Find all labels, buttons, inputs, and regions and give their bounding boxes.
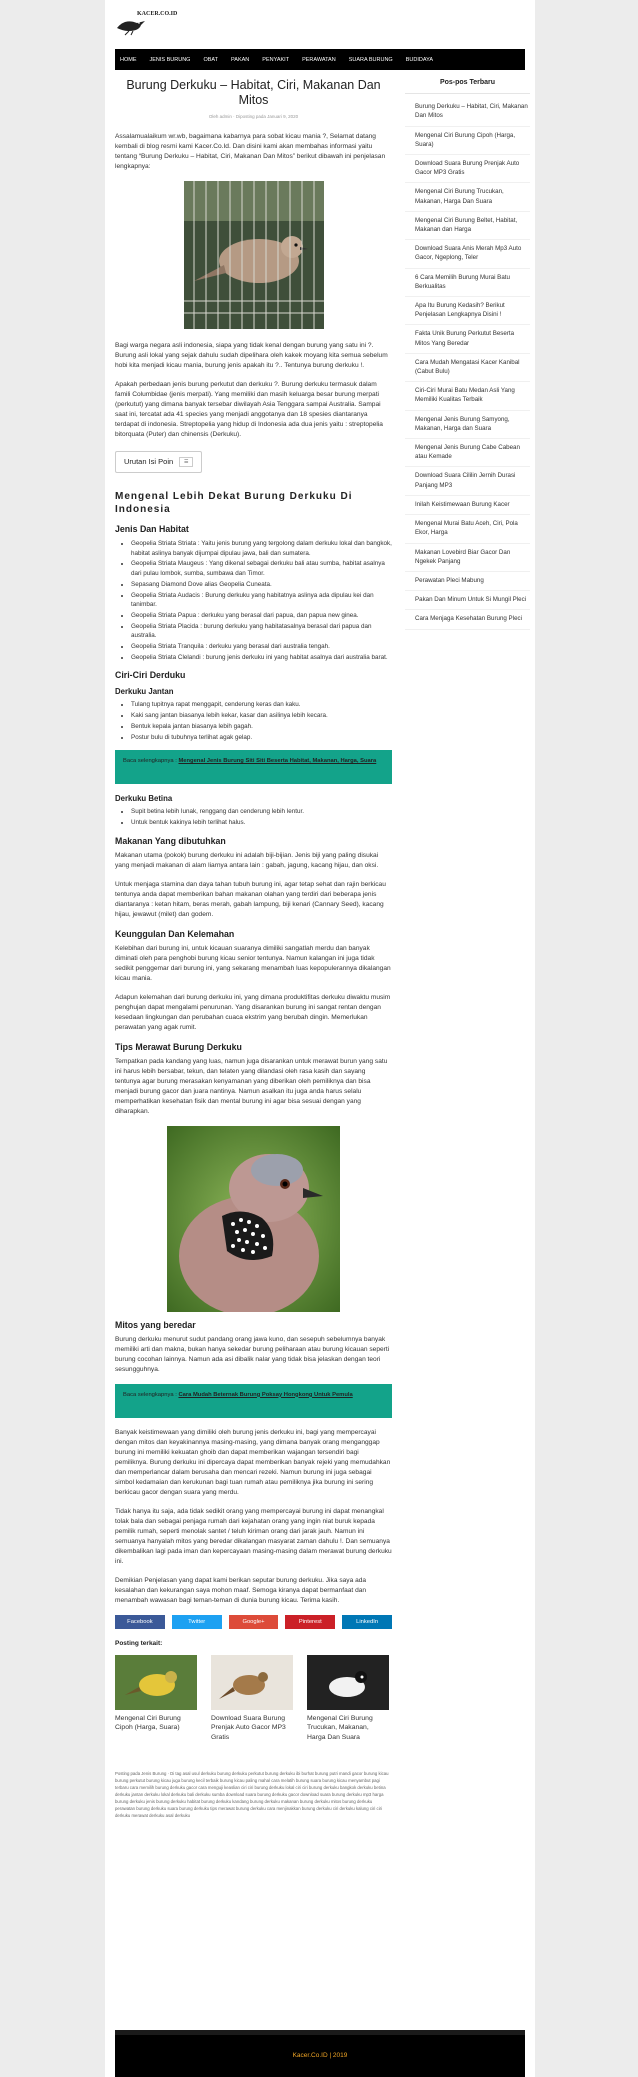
nav-item-pakan[interactable]: PAKAN: [231, 56, 250, 63]
nav-item-penyakit[interactable]: PENYAKIT: [262, 56, 290, 63]
sidebar-post-link[interactable]: Mengenal Ciri Burung Beltet, Habitat, Makanan dan Harga: [405, 212, 530, 240]
list-item: • Untuk bentuk kakinya lebih terlihat halus.: [131, 818, 392, 828]
sidebar-post-link[interactable]: Perawatan Pleci Mabung: [405, 572, 530, 591]
read-more-box: [115, 750, 392, 784]
share-google-plus-button[interactable]: Google+: [229, 1615, 279, 1629]
related-posts: [115, 1655, 392, 1743]
list-item: • Geopelia Striata Placida : burung derkuku yang habitatasalnya berasal dari papua dan australia.: [131, 622, 392, 641]
list-item: • Geopelia Striata Clelandi : burung jenis derkuku ini yang habitat asalnya dari australia barat.: [131, 653, 392, 663]
sidebar-post-link[interactable]: Mengenal Jenis Burung Cabe Cabean atau Kemade: [405, 439, 530, 467]
share-buttons: [115, 1615, 392, 1629]
makanan-paragraph: Makanan utama (pokok) burung derkuku ini adalah biji-bijian. Jenis biji yang paling disukai yang menjadi makanan di alam liarnya antara lain : gabah, jagung, kacang hijau, dan oksi.: [115, 851, 379, 869]
site-logo-text[interactable]: KACER.CO.ID: [137, 11, 178, 17]
sidebar-post-link[interactable]: Download Suara Burung Prenjak Auto Gacor MP3 Gratis: [405, 155, 530, 183]
related-posts-title: Posting terkait:: [115, 1639, 163, 1647]
heading-mengenal: Mengenal Lebih Dekat Burung Derkuku Di Indonesia: [115, 491, 353, 515]
list-item: • Geopelia Striata Audacis : Burung derkuku yang habitatnya aslinya ada dipulau kei dan tanimbar.: [131, 591, 392, 610]
list-item: • Postur bulu di tubuhnya terlihat agak gelap.: [131, 733, 392, 743]
read-more-box-2: [115, 1384, 392, 1418]
post-tags: Posting pada Jenis Burung · Di tag asal usul derkuku burung derkuku perkutut burung derkuku ibi burhat burung putri mandi gacor burung kicau burung perkutut burung kicau juga burung kecil terbaik burung kicau paling mahal cara melatih burung suara burung kicau menyambut pagi terbaru cara memilih burung derkuku gacor cara menguji keaslian ciri ciri burung derkuku lokal ciri ciri burung derkuku bangkok derkuku betina derkuku jantan derkuku lokal derkuku bali derkuku sumba download suara burung derkuku gacor download suara burung derkuku mp3 harga burung derkuku jenis burung derkuku habitat burung derkuku kandang burung derkuku makanan burung derkuku mitos burung derkuku perawatan burung derkuku suara burung derkuku tips merawat burung derkuku cara menjinakkan burung derkuku ciri derkuku kalung ciri ciri derkuku merawat derkuku asal derkuku: [115, 1771, 389, 1819]
list-item: • Bentuk kepala jantan biasanya lebih gagah.: [131, 722, 392, 732]
sidebar-post-link[interactable]: Cara Menjaga Kesehatan Burung Pleci: [405, 610, 530, 629]
main-nav: [115, 49, 525, 70]
nav-item-obat[interactable]: OBAT: [203, 56, 219, 63]
related-post-card[interactable]: [307, 1655, 389, 1743]
intro-paragraph-3: Apakah perbedaan jenis burung perkutut dan derkuku ?. Burung derkuku termasuk dalam famili Columbidae (jenis merpati). Yang memiliki dan masih keluarga besar burung merpati (perkutut) yang dimana banyak tersebar diwilayah Asia Tenggara sampai Australia. Sampai saat ini, tercatat ada 41 species yang menjadi anggotanya dan 18 spesies diantaranya terdapat di indonesia. Streptopelia yang hidup di Indonesia ada dua jenis yaitu : streptopelia bitorquata (Puter) dan chinensis (Derkuku).: [115, 381, 383, 438]
read-more-label: Baca selengkapnya :: [123, 1391, 177, 1398]
keunggulan-paragraph: Kelebihan dari burung ini, untuk kicauan suaranya dimiliki sangatlah merdu dan banyak diminati oleh para penghobi burung kicau senior tentunya. Namun kalangan ini juga tidak sedikit penggemar dari burung ini, yang sekarang menambah luas kepopulerannya dikalangan kicau mania.: [115, 944, 391, 982]
sidebar-post-link[interactable]: Cara Mudah Mengatasi Kacer Kanibal (Cabut Bulu): [405, 354, 530, 382]
list-item: • Geopelia Striata Maugeus : Yang dikenal sebagai derkuku bali atau sumba, habitat asalnya dari pulau lombok, sumba, sumbawa dan Timor.: [131, 559, 392, 578]
heading-jenis-habitat: Jenis Dan Habitat: [115, 524, 189, 534]
bird-logo-icon[interactable]: [115, 14, 175, 36]
betina-list: [131, 807, 392, 827]
tips-paragraph: Tempatkan pada kandang yang luas, namun juga disarankan untuk merawat burun yang satu ini harus lebih bersabar, tekun, dan telaten yang dilandasi oleh rasa kasih dan sayang tentunya agar burung merasakan kenyamanan yang diberikan oleh pemiliknya dan bisa menjadi burung gacor dan juara nantinya. Namun asalkan itu juga anda harus selalu memperhatikan kesehatan fisik dan mental burung ini agar bisa sesuai dengan yang diharapkan.: [115, 1057, 388, 1115]
heading-makanan: Makanan Yang dibutuhkan: [115, 835, 226, 846]
sidebar-title: Pos-pos Terbaru: [405, 75, 530, 94]
heading-mitos: Mitos yang beredar: [115, 1319, 196, 1330]
related-post-card[interactable]: [211, 1655, 293, 1743]
read-more-link[interactable]: Cara Mudah Beternak Burung Poksay Hongkong Untuk Pemula: [178, 1391, 353, 1398]
toc-toggle-icon[interactable]: ☰: [179, 457, 193, 467]
sidebar-post-link[interactable]: Mengenal Ciri Burung Trucukan, Makanan, Harga Dan Suara: [405, 183, 530, 211]
sidebar-post-link[interactable]: Fakta Unik Burung Perkutut Beserta Mitos Yang Beredar: [405, 325, 530, 353]
related-post-thumbnail[interactable]: [211, 1655, 293, 1710]
derkuku-cage-photo: [184, 181, 324, 329]
post-meta: Oleh admin · Diposting pada Januari 9, 2020: [208, 114, 299, 119]
read-more-link[interactable]: Mengenal Jenis Burung Siti Siti Beserta Habitat, Makanan, Harga, Suara: [178, 758, 377, 765]
list-item: • Sepasang Diamond Dove alias Geopelia Cuneata.: [131, 580, 392, 590]
heading-ciri: Ciri-Ciri Derduku: [115, 670, 186, 681]
related-post-title[interactable]: Mengenal Ciri Burung Cipoh (Harga, Suara): [115, 1714, 181, 1732]
makanan-paragraph-2: Untuk menjaga stamina dan daya tahan tubuh burung ini, agar tetap sehat dan rajin berkicau tentunya anda dapat memberikan bahan makanan olahan yang terdiri dari beberapa jenis diantaranya : ketan hitam, beras merah, gabah lampung, biji kenari (Cannary Seed), kacang hijau, jewawut (milet) dan godem.: [115, 880, 386, 918]
toc-label: Urutan Isi Poin: [124, 457, 174, 466]
page-title: Burung Derkuku – Habitat, Ciri, Makanan Dan Mitos: [126, 78, 381, 107]
nav-item-home[interactable]: HOME: [120, 56, 137, 63]
mitos-paragraph-2: Banyak keistimewaan yang dimiliki oleh burung jenis derkuku ini, bagi yang mempercayai dengan mitos dan keyakinannya masing-masing, yang dimana banyak orang menganggap burung ini memiliki kekuatan ghoib dan dapat memberikan wajangan tersendiri bagi pemiliknya. Burung derkuku ini dipercaya dapat memberikan banyak rejeki yang memudahkan dan memperlancar dalam berusaha dan mencari rezeki. Namun burung ini juga sebagai simbol kedamaian dan kerukunan bagi tuan rumah atau pemiliknya jika burung ini sering berkicau gacor dengan suara yang merdu.: [115, 1428, 391, 1496]
intro-paragraph: Assalamualaikum wr.wb, bagaimana kabarnya para sobat kicau mania ?, Selamat datang kembali di blog resmi kami Kacer.Co.Id. Dan disini kami akan membahas informasi yaitu tentang “Burung Derkuku – Habitat, Ciri, Makanan Dan Mitos” berikut dibawah ini penjelasan lengkapnya:: [115, 133, 386, 170]
mitos-paragraph-3: Tidak hanya itu saja, ada tidak sedikit orang yang mempercayai burung ini dapat menangkal tolak bala dan sebagai penjaga rumah dari kejahatan orang yang ingin niat buruk kepada pemilik rumah, seperti menolak santet / teluh kiriman orang dari jarak jauh. Namun ini semuanya hanyalah mitos yang beredar dikalangan masyarat zaman dahulu !. Dan semuanya dikembalikan lagi pada iman dan kepercayaan masing-masing dalam merawat burung derkuku ini.: [115, 1507, 392, 1565]
sidebar-post-link[interactable]: Inilah Keistimewaan Burung Kacer: [405, 496, 530, 515]
sidebar-post-link[interactable]: Apa Itu Burung Kedasih? Berikut Penjelasan Lengkapnya Disini !: [405, 297, 530, 325]
list-item: • Supit betina lebih lunak, renggang dan cenderung lebih lentur.: [131, 807, 392, 817]
sidebar-post-link[interactable]: Download Suara Cililin Jernih Durasi Panjang MP3: [405, 467, 530, 495]
sidebar-post-link[interactable]: 6 Cara Memilih Burung Murai Batu Berkualitas: [405, 269, 530, 297]
sidebar-post-link[interactable]: Ciri-Ciri Murai Batu Medan Asli Yang Memiliki Kualitas Terbaik: [405, 382, 530, 410]
heading-tips: Tips Merawat Burung Derkuku: [115, 1041, 242, 1052]
share-facebook-button[interactable]: Facebook: [115, 1615, 165, 1629]
list-item: • Geopelia Striata Striata : Yaitu jenis burung yang tergolong dalam derkuku lokal dan bangkok, habitat aslinya banyak dijumpai dipulau jawa, bali dan sumatera.: [131, 539, 392, 558]
site-footer: [115, 2035, 525, 2077]
list-item: • Geopelia Striata Papua : derkuku yang berasal dari papua, dan papua new ginea.: [131, 611, 392, 621]
share-twitter-button[interactable]: Twitter: [172, 1615, 222, 1629]
related-post-title[interactable]: Mengenal Ciri Burung Trucukan, Makanan, Harga Dan Suara: [307, 1714, 373, 1741]
related-post-thumbnail[interactable]: [115, 1655, 197, 1710]
sidebar-post-link[interactable]: Makanan Lovebird Biar Gacor Dan Ngekek Panjang: [405, 544, 530, 572]
closing-paragraph: Demikian Penjelasan yang dapat kami berikan seputar burung derkuku. Jika saya ada kesalahan dan kekurangan saya mohon maaf. Semoga kiranya dapat bermanfaat dan menambah wawasan bagi teman-teman di dunia burung kicau. Terima kasih.: [115, 1576, 367, 1604]
heading-betina: Derkuku Betina: [115, 794, 173, 804]
footer-copyright: Kacer.Co.ID | 2019: [292, 2052, 348, 2059]
list-item: • Geopelia Striata Tranquila : derkuku yang berasal dari australia tengah.: [131, 642, 392, 652]
page-container: [105, 0, 535, 2077]
mitos-paragraph: Burung derkuku menurut sudut pandang orang jawa kuno, dan sesepuh sebelumnya banyak memiliki arti dan makna, bukan hanya sekedar burung peliharaan atau burung kicauan seperti burung cocohan lainnya. Namun ada asi dibalik nalar yang tidak bisa jelaskan dengan teori sesungguhnya.: [115, 1335, 390, 1373]
sidebar-post-link[interactable]: Burung Derkuku – Habitat, Ciri, Makanan Dan Mitos: [405, 98, 530, 126]
article: [115, 75, 392, 1819]
sidebar-post-link[interactable]: Mengenal Murai Batu Aceh, Ciri, Pola Ekor, Harga: [405, 515, 530, 543]
sidebar-post-link[interactable]: Pakan Dan Minum Untuk Si Mungil Pleci: [405, 591, 530, 610]
nav-item-jenis-burung[interactable]: JENIS BURUNG: [149, 56, 191, 63]
sidebar-post-link[interactable]: Mengenal Ciri Burung Cipoh (Harga, Suara): [405, 127, 530, 155]
sidebar-post-link[interactable]: Download Suara Anis Merah Mp3 Auto Gacor, Ngeplong, Teler: [405, 240, 530, 268]
related-post-title[interactable]: Download Suara Burung Prenjak Auto Gacor MP3 Gratis: [211, 1714, 286, 1741]
sidebar: [405, 75, 530, 630]
list-item: • Tulang tupitnya rapat menggapit, cenderung keras dan kaku.: [131, 700, 392, 710]
spotted-dove-photo: [167, 1126, 340, 1312]
table-of-contents-toggle[interactable]: [115, 451, 202, 473]
share-linkedin-button[interactable]: LinkedIn: [342, 1615, 392, 1629]
site-header: [105, 0, 535, 49]
sidebar-post-link[interactable]: Mengenal Jenis Burung Samyong, Makanan, Harga dan Suara: [405, 411, 530, 439]
list-item: • Kaki sang jantan biasanya lebih kekar, kasar dan asilinya lebih kecara.: [131, 711, 392, 721]
jantan-list: [131, 700, 392, 742]
heading-keunggulan: Keunggulan Dan Kelemahan: [115, 928, 235, 939]
share-pinterest-button[interactable]: Pinterest: [285, 1615, 335, 1629]
intro-paragraph-2: Bagi warga negara asli indonesia, siapa yang tidak kenal dengan burung yang satu ini ?. Burung asli lokal yang sejak dahulu sudah dipelihara oleh kakek moyang kita semua sebelum hobi kita menjadi kicau mania, burung jenis apakah itu ?.. Tentunya burung derkuku !.: [115, 342, 388, 369]
jenis-list: [131, 539, 392, 662]
nav-item-budidaya[interactable]: BUDIDAYA: [405, 56, 434, 63]
nav-item-perawatan[interactable]: PERAWATAN: [302, 56, 336, 63]
read-more-label: Baca selengkapnya :: [123, 758, 177, 765]
related-post-card[interactable]: [115, 1655, 197, 1743]
related-post-thumbnail[interactable]: [307, 1655, 389, 1710]
nav-item-suara-burung[interactable]: SUARA BURUNG: [348, 56, 393, 63]
keunggulan-paragraph-2: Adapun kelemahan dari burung derkuku ini, yang dimana produktifitas derkuku diwaktu musim penghujan dapat mengalami penurunan. Yang disarankan burung ini sangat rentan dengan kesedaan lingkungan dan perubahan cuaca ekstrim yang berubah dingin. Memerlukan perawatan yang agak rumit.: [115, 993, 391, 1031]
heading-jantan: Derkuku Jantan: [115, 687, 174, 697]
